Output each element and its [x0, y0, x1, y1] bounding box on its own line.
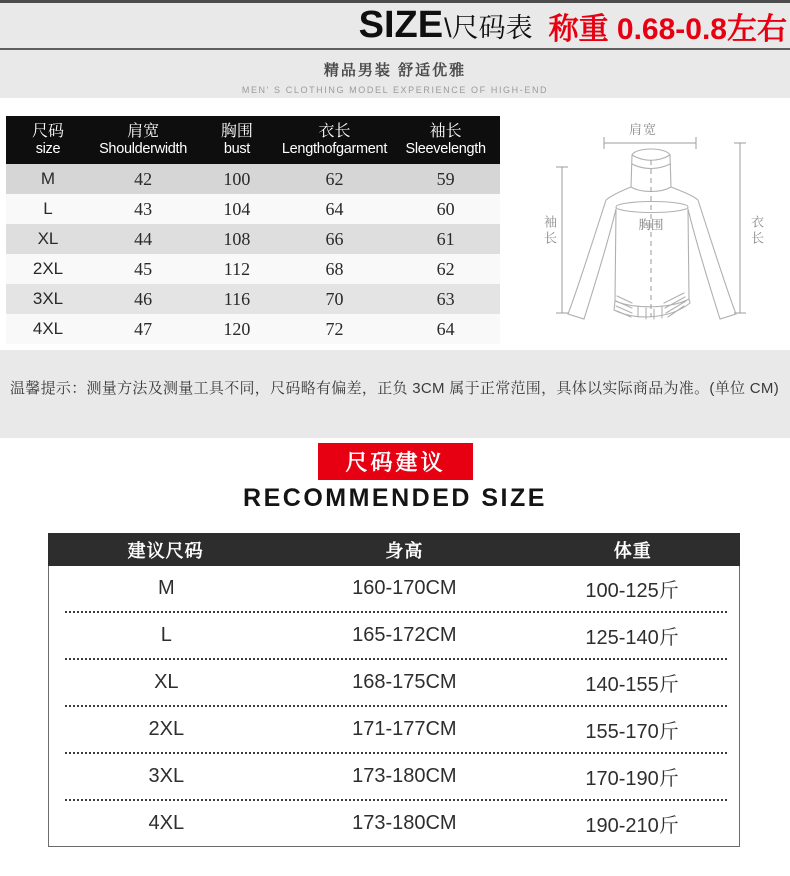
cell-bust: 108	[223, 228, 251, 249]
table-row	[49, 754, 739, 799]
cell-weight: 170-190斤	[585, 768, 679, 790]
cell-size: XL	[154, 671, 179, 693]
recommended-table-header	[48, 533, 740, 566]
table-row	[6, 224, 500, 254]
cell-sleeve: 64	[436, 318, 455, 339]
cell-length: 66	[325, 228, 344, 249]
measure-label-sleeve: 袖长	[542, 215, 557, 247]
column-header-cn: 肩宽	[127, 123, 160, 140]
recommended-size-table	[48, 533, 740, 847]
column-header-en: size	[35, 141, 61, 157]
column-header-en: Sleevelength	[405, 141, 486, 157]
measure-label-bust: 胸围	[638, 218, 664, 232]
table-row	[6, 194, 500, 224]
column-header-en: bust	[223, 141, 251, 157]
column-header-shoulder	[90, 122, 196, 158]
weight-note: 称重 0.68-0.8左右	[548, 12, 787, 46]
cell-weight: 100-125斤	[585, 580, 679, 602]
cell-sleeve: 62	[436, 258, 455, 279]
cell-size: XL	[37, 229, 59, 248]
cell-height: 165-172CM	[352, 624, 457, 646]
cell-size: 4XL	[32, 319, 64, 338]
table-row	[49, 660, 739, 705]
cell-size: L	[160, 624, 172, 646]
column-header-height: 身高	[385, 540, 424, 561]
column-header-recommended-size: 建议尺码	[127, 540, 204, 561]
cell-shoulder: 45	[134, 258, 153, 279]
cell-bust: 100	[223, 168, 251, 189]
cell-height: 168-175CM	[352, 671, 457, 693]
column-header-size	[6, 122, 90, 158]
table-row	[6, 284, 500, 314]
cell-length: 70	[325, 288, 344, 309]
cell-height: 173-180CM	[352, 765, 457, 787]
table-row	[6, 164, 500, 194]
cell-size: 2XL	[32, 259, 64, 278]
column-header-cn: 尺码	[31, 123, 64, 140]
column-header-bust	[196, 122, 278, 158]
measurement-tip: 温馨提示：测量方法及测量工具不同，尺码略有偏差，正负 3CM 属于正常范围，具体以实际商品为准。(单位 CM)	[0, 350, 790, 438]
column-header-cn: 袖长	[429, 123, 462, 140]
subtitle-band	[0, 50, 790, 98]
page-title: SIZE	[358, 4, 444, 46]
measure-label-shoulder: 肩宽	[628, 122, 657, 137]
cell-weight: 140-155斤	[585, 674, 679, 696]
cell-size: M	[157, 577, 175, 599]
cell-length: 64	[325, 198, 344, 219]
cell-size: M	[40, 169, 56, 188]
title-band	[0, 0, 790, 50]
cell-bust: 112	[223, 258, 251, 279]
cell-shoulder: 42	[134, 168, 153, 189]
cell-bust: 104	[223, 198, 251, 219]
table-row	[49, 613, 739, 658]
recommended-size-heading: RECOMMENDED SIZE	[243, 484, 547, 512]
cell-shoulder: 47	[134, 318, 153, 339]
garment-diagram	[504, 103, 782, 353]
cell-height: 173-180CM	[352, 812, 457, 834]
table-row	[6, 314, 500, 344]
cell-shoulder: 43	[134, 198, 153, 219]
column-header-sleeve	[391, 122, 500, 158]
cell-size: 4XL	[148, 812, 185, 834]
cell-bust: 120	[223, 318, 251, 339]
table-row	[49, 801, 739, 846]
cell-length: 62	[325, 168, 344, 189]
page-title-cn: \尺码表	[444, 13, 533, 43]
cell-height: 160-170CM	[352, 577, 457, 599]
cell-size: 3XL	[32, 289, 64, 308]
cell-sleeve: 59	[436, 168, 455, 189]
cell-weight: 155-170斤	[585, 721, 679, 743]
column-header-length	[278, 122, 392, 158]
column-header-cn: 胸围	[220, 123, 253, 140]
subtitle-cn: 精品男装 舒适优雅	[323, 62, 467, 79]
cell-sleeve: 60	[436, 198, 455, 219]
column-header-weight: 体重	[613, 540, 652, 561]
cell-size: 3XL	[148, 765, 185, 787]
cell-sleeve: 63	[436, 288, 455, 309]
cell-height: 171-177CM	[352, 718, 457, 740]
size-advice-badge: 尺码建议	[318, 443, 473, 480]
table-row	[49, 707, 739, 752]
cell-bust: 116	[223, 288, 251, 309]
table-row	[6, 254, 500, 284]
column-header-cn: 衣长	[318, 123, 351, 140]
cell-shoulder: 44	[134, 228, 153, 249]
size-table	[6, 116, 500, 344]
cell-sleeve: 61	[436, 228, 455, 249]
cell-length: 72	[325, 318, 344, 339]
cell-size: L	[43, 199, 53, 218]
cell-shoulder: 46	[134, 288, 153, 309]
column-header-en: Lengthofgarment	[281, 141, 388, 157]
table-row	[49, 566, 739, 611]
cell-length: 68	[325, 258, 344, 279]
cell-size: 2XL	[148, 718, 185, 740]
size-table-header	[6, 116, 500, 164]
measure-label-length: 衣长	[749, 215, 764, 247]
cell-weight: 190-210斤	[585, 815, 679, 837]
cell-weight: 125-140斤	[585, 627, 679, 649]
column-header-en: Shoulderwidth	[99, 141, 188, 157]
subtitle-en: MEN' S CLOTHING MODEL EXPERIENCE OF HIGH-END	[241, 85, 549, 95]
